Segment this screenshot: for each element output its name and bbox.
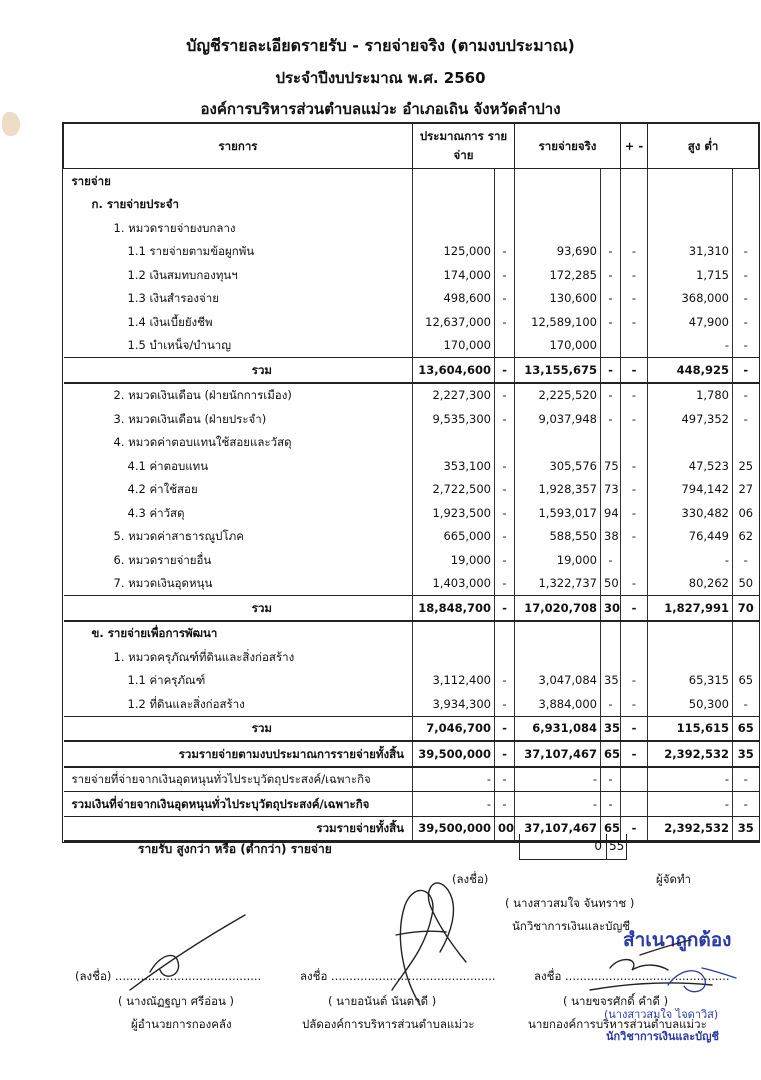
preparer-name: ( นางสาวสมใจ จันทราช )	[505, 896, 635, 910]
sign-mark: -	[621, 287, 648, 311]
actual-amount: -	[515, 767, 601, 792]
diff-satang: 35	[733, 741, 759, 767]
budget-satang: -	[495, 716, 515, 741]
row-label: รวมรายจ่ายทั้งสิ้น	[64, 816, 413, 841]
diff-amount: 80,262	[648, 572, 733, 596]
row-label: 4. หมวดค่าตอบแทนใช้สอยและวัสดุ	[113, 435, 292, 450]
sign-mark: -	[621, 310, 648, 334]
actual-satang: 35	[601, 669, 621, 693]
budget-satang: -	[495, 287, 515, 311]
row-label: 4.3 ค่าวัสดุ	[127, 505, 185, 520]
report-title: บัญชีรายละเอียดรายรับ - รายจ่ายจริง (ตามงบประมาณ)	[186, 36, 575, 55]
diff-satang: -	[733, 263, 759, 287]
stamp-title: นักวิชาการเงินและบัญชี	[606, 1030, 719, 1043]
budget-satang: -	[495, 572, 515, 596]
sign-mark: -	[621, 478, 648, 502]
stamp-name: (นางสาวสมใจ ไจดาวิส)	[604, 1008, 719, 1021]
col-header-budget: ประมาณการ รายจ่าย	[413, 124, 515, 169]
diff-amount: 65,315	[648, 669, 733, 693]
budget-amount: 39,500,000	[413, 741, 495, 767]
budget-satang: -	[495, 692, 515, 716]
row-label: รายจ่ายที่จ่ายจากเงินอุดหนุนทั่วไประบุวัตถุประสงค์/เฉพาะกิจ	[64, 767, 413, 792]
budget-satang: -	[495, 501, 515, 525]
diff-satang: 50	[733, 572, 759, 596]
actual-amount: 1,928,357	[515, 478, 601, 502]
sign-mark: -	[621, 501, 648, 525]
budget-satang: -	[495, 478, 515, 502]
actual-satang: -	[601, 310, 621, 334]
actual-satang: -	[601, 692, 621, 716]
budget-satang: -	[495, 596, 515, 621]
col-header-item: รายการ	[64, 124, 413, 169]
row-label: รวมรายจ่ายตามงบประมาณการรายจ่ายทั้งสิ้น	[64, 741, 413, 767]
diff-amount: 368,000	[648, 287, 733, 311]
diff-amount: -	[648, 792, 733, 817]
diff-satang: 06	[733, 501, 759, 525]
diff-satang: -	[733, 358, 759, 383]
actual-satang: 75	[601, 454, 621, 478]
budget-satang: -	[495, 240, 515, 264]
row-label: 1.2 เงินสมทบกองทุนฯ	[127, 267, 238, 282]
actual-amount: 130,600	[515, 287, 601, 311]
summary-satang: 55	[609, 839, 625, 853]
diff-satang: -	[733, 334, 759, 358]
budget-amount: 2,227,300	[413, 383, 495, 408]
row-label: ข. รายจ่ายเพื่อการพัฒนา	[91, 626, 218, 641]
actual-satang: -	[601, 383, 621, 408]
row-label: 4.2 ค่าใช้สอย	[127, 482, 198, 497]
diff-satang: -	[733, 240, 759, 264]
budget-satang: -	[495, 741, 515, 767]
budget-amount: -	[413, 792, 495, 817]
budget-amount: 353,100	[413, 454, 495, 478]
row-label: 1.1 รายจ่ายตามข้อผูกพัน	[127, 244, 255, 259]
actual-amount: 19,000	[515, 548, 601, 572]
actual-satang: -	[601, 358, 621, 383]
actual-amount: 172,285	[515, 263, 601, 287]
budget-amount: 1,923,500	[413, 501, 495, 525]
diff-amount: 115,615	[648, 716, 733, 741]
actual-satang: 50	[601, 572, 621, 596]
actual-amount: 6,931,084	[515, 716, 601, 741]
actual-satang: 94	[601, 501, 621, 525]
budget-satang: -	[495, 792, 515, 817]
sign-mark: -	[621, 716, 648, 741]
actual-amount: 13,155,675	[515, 358, 601, 383]
budget-amount: 12,637,000	[413, 310, 495, 334]
row-label: 1.2 ที่ดินและสิ่งก่อสร้าง	[127, 696, 245, 711]
sign-mark: -	[621, 358, 648, 383]
actual-amount: 37,107,467	[515, 816, 601, 841]
summary-label: รายรับ สูงกว่า หรือ (ต่ำกว่า) รายจ่าย	[138, 842, 332, 856]
organization-title: องค์การบริหารส่วนตำบลแม่วะ อำเภอเถิน จังหวัดลำปาง	[200, 100, 561, 118]
diff-amount: 448,925	[648, 358, 733, 383]
budget-amount: 3,112,400	[413, 669, 495, 693]
diff-satang: 25	[733, 454, 759, 478]
diff-satang: -	[733, 692, 759, 716]
budget-satang: -	[495, 669, 515, 693]
row-label: 1. หมวดครุภัณฑ์ที่ดินและสิ่งก่อสร้าง	[113, 649, 295, 664]
diff-satang: 70	[733, 596, 759, 621]
actual-satang: 38	[601, 525, 621, 549]
diff-amount: 1,780	[648, 383, 733, 408]
row-label: 1.1 ค่าครุภัณฑ์	[127, 673, 206, 688]
diff-amount: -	[648, 767, 733, 792]
actual-amount: 93,690	[515, 240, 601, 264]
actual-satang: -	[601, 407, 621, 431]
actual-satang: -	[601, 792, 621, 817]
budget-amount: 39,500,000	[413, 816, 495, 841]
permanent-secretary-title: ปลัดองค์การบริหารส่วนตำบลแม่วะ	[302, 1017, 475, 1031]
actual-satang: 35	[601, 716, 621, 741]
diff-amount: 47,523	[648, 454, 733, 478]
row-label: 1.5 บำเหน็จ/บำนาญ	[127, 338, 232, 353]
actual-amount: 1,593,017	[515, 501, 601, 525]
budget-satang: -	[495, 263, 515, 287]
row-label: ก. รายจ่ายประจำ	[91, 197, 179, 212]
col-header-sign: + -	[621, 124, 648, 169]
row-label: 5. หมวดค่าสาธารณูปโภค	[113, 529, 244, 544]
actual-satang: -	[601, 767, 621, 792]
diff-satang: -	[733, 792, 759, 817]
diff-amount: 330,482	[648, 501, 733, 525]
budget-amount: 498,600	[413, 287, 495, 311]
sign-mark: -	[621, 572, 648, 596]
budget-amount: 3,934,300	[413, 692, 495, 716]
diff-amount: -	[648, 334, 733, 358]
actual-amount: 3,884,000	[515, 692, 601, 716]
diff-amount: 50,300	[648, 692, 733, 716]
diff-satang: -	[733, 767, 759, 792]
actual-amount: -	[515, 792, 601, 817]
permanent-secretary-sign-line: ลงชื่อ .............................................	[300, 969, 496, 983]
budget-satang: -	[495, 383, 515, 408]
actual-satang: 30	[601, 596, 621, 621]
row-label: รวม	[64, 596, 413, 621]
mayor-title: นายกองค์การบริหารส่วนตำบลแม่วะ	[528, 1017, 707, 1031]
row-label: 2. หมวดเงินเดือน (ฝ่ายนักการเมือง)	[113, 388, 292, 403]
actual-satang: -	[601, 287, 621, 311]
diff-satang: 65	[733, 716, 759, 741]
diff-amount: 2,392,532	[648, 741, 733, 767]
budget-amount: 18,848,700	[413, 596, 495, 621]
budget-satang: -	[495, 310, 515, 334]
diff-satang: 27	[733, 478, 759, 502]
row-label: 3. หมวดเงินเดือน (ฝ่ายประจำ)	[113, 411, 267, 426]
row-label: รายจ่าย	[71, 173, 111, 188]
preparer-role: ผู้จัดทำ	[656, 872, 691, 886]
budget-satang: -	[495, 525, 515, 549]
budget-amount: 1,403,000	[413, 572, 495, 596]
budget-satang: -	[495, 407, 515, 431]
finance-director-title: ผู้อำนวยการกองคลัง	[131, 1017, 232, 1031]
actual-amount: 2,225,520	[515, 383, 601, 408]
diff-satang: 35	[733, 816, 759, 841]
sign-mark: -	[621, 596, 648, 621]
finance-director-name: ( นางณัฏฐญา ศรีอ่อน )	[118, 994, 235, 1008]
row-label: 7. หมวดเงินอุดหนุน	[113, 576, 213, 591]
finance-director-sign-line: (ลงชื่อ) ........................................	[75, 969, 262, 983]
sign-mark: -	[621, 263, 648, 287]
row-label: รวมเงินที่จ่ายจากเงินอุดหนุนทั่วไประบุวัตถุประสงค์/เฉพาะกิจ	[64, 792, 413, 817]
row-label: 1. หมวดรายจ่ายงบกลาง	[113, 220, 236, 235]
budget-satang: -	[495, 548, 515, 572]
diff-amount: 1,827,991	[648, 596, 733, 621]
sign-mark: -	[621, 692, 648, 716]
diff-satang: -	[733, 383, 759, 408]
sign-mark: -	[621, 525, 648, 549]
row-label: 6. หมวดรายจ่ายอื่น	[113, 552, 212, 567]
budget-amount: 19,000	[413, 548, 495, 572]
actual-satang: -	[601, 240, 621, 264]
actual-amount: 17,020,708	[515, 596, 601, 621]
preparer-title: นักวิชาการเงินและบัญชี	[512, 919, 631, 933]
row-label: รวม	[64, 716, 413, 741]
diff-amount: 76,449	[648, 525, 733, 549]
budget-satang: 00	[495, 816, 515, 841]
diff-amount: 794,142	[648, 478, 733, 502]
budget-amount: 7,046,700	[413, 716, 495, 741]
sign-mark: -	[621, 816, 648, 841]
budget-amount: 170,000	[413, 334, 495, 358]
actual-satang: 65	[601, 816, 621, 841]
actual-amount: 305,576	[515, 454, 601, 478]
budget-amount: -	[413, 767, 495, 792]
diff-amount: 497,352	[648, 407, 733, 431]
actual-amount: 12,589,100	[515, 310, 601, 334]
budget-amount: 13,604,600	[413, 358, 495, 383]
diff-satang: 62	[733, 525, 759, 549]
diff-satang: -	[733, 548, 759, 572]
actual-satang: 73	[601, 478, 621, 502]
actual-amount: 3,047,084	[515, 669, 601, 693]
budget-amount: 2,722,500	[413, 478, 495, 502]
budget-amount: 9,535,300	[413, 407, 495, 431]
actual-amount: 37,107,467	[515, 741, 601, 767]
budget-amount: 665,000	[413, 525, 495, 549]
actual-satang: 65	[601, 741, 621, 767]
col-header-diff: สูง ต่ำ	[648, 124, 759, 169]
budget-satang: -	[495, 767, 515, 792]
budget-amount: 174,000	[413, 263, 495, 287]
preparer-sign-label: (ลงชื่อ)	[452, 872, 489, 886]
diff-amount: 1,715	[648, 263, 733, 287]
summary-value: 0	[594, 839, 602, 853]
diff-amount: 47,900	[648, 310, 733, 334]
diff-satang: -	[733, 287, 759, 311]
actual-satang: -	[601, 548, 621, 572]
sign-mark: -	[621, 407, 648, 431]
budget-satang: -	[495, 358, 515, 383]
row-label: 1.3 เงินสำรองจ่าย	[127, 291, 219, 306]
sign-mark: -	[621, 383, 648, 408]
mayor-name: ( นายขจรศักดิ์ คำดี )	[563, 994, 669, 1008]
sign-mark: -	[621, 240, 648, 264]
col-header-actual: รายจ่ายจริง	[515, 124, 621, 169]
certified-copy-stamp: สำเนาถูกต้อง	[623, 929, 732, 951]
sign-mark: -	[621, 741, 648, 767]
actual-amount: 9,037,948	[515, 407, 601, 431]
fiscal-year-title: ประจำปีงบประมาณ พ.ศ. 2560	[275, 69, 486, 87]
sign-mark: -	[621, 454, 648, 478]
row-label: รวม	[64, 358, 413, 383]
budget-satang: -	[495, 454, 515, 478]
row-label: 1.4 เงินเบี้ยยังชีพ	[127, 314, 213, 329]
actual-amount: 588,550	[515, 525, 601, 549]
mayor-sign-line: ลงชื่อ .............................................	[534, 969, 730, 983]
diff-amount: 2,392,532	[648, 816, 733, 841]
budget-amount: 125,000	[413, 240, 495, 264]
sign-mark: -	[621, 669, 648, 693]
diff-amount: 31,310	[648, 240, 733, 264]
actual-satang: -	[601, 263, 621, 287]
permanent-secretary-name: ( นายอนันต์ นันตาดี )	[328, 994, 437, 1008]
diff-satang: -	[733, 310, 759, 334]
actual-amount: 1,322,737	[515, 572, 601, 596]
diff-satang: -	[733, 407, 759, 431]
diff-satang: 65	[733, 669, 759, 693]
actual-amount: 170,000	[515, 334, 601, 358]
row-label: 4.1 ค่าตอบแทน	[127, 458, 209, 473]
diff-amount: -	[648, 548, 733, 572]
